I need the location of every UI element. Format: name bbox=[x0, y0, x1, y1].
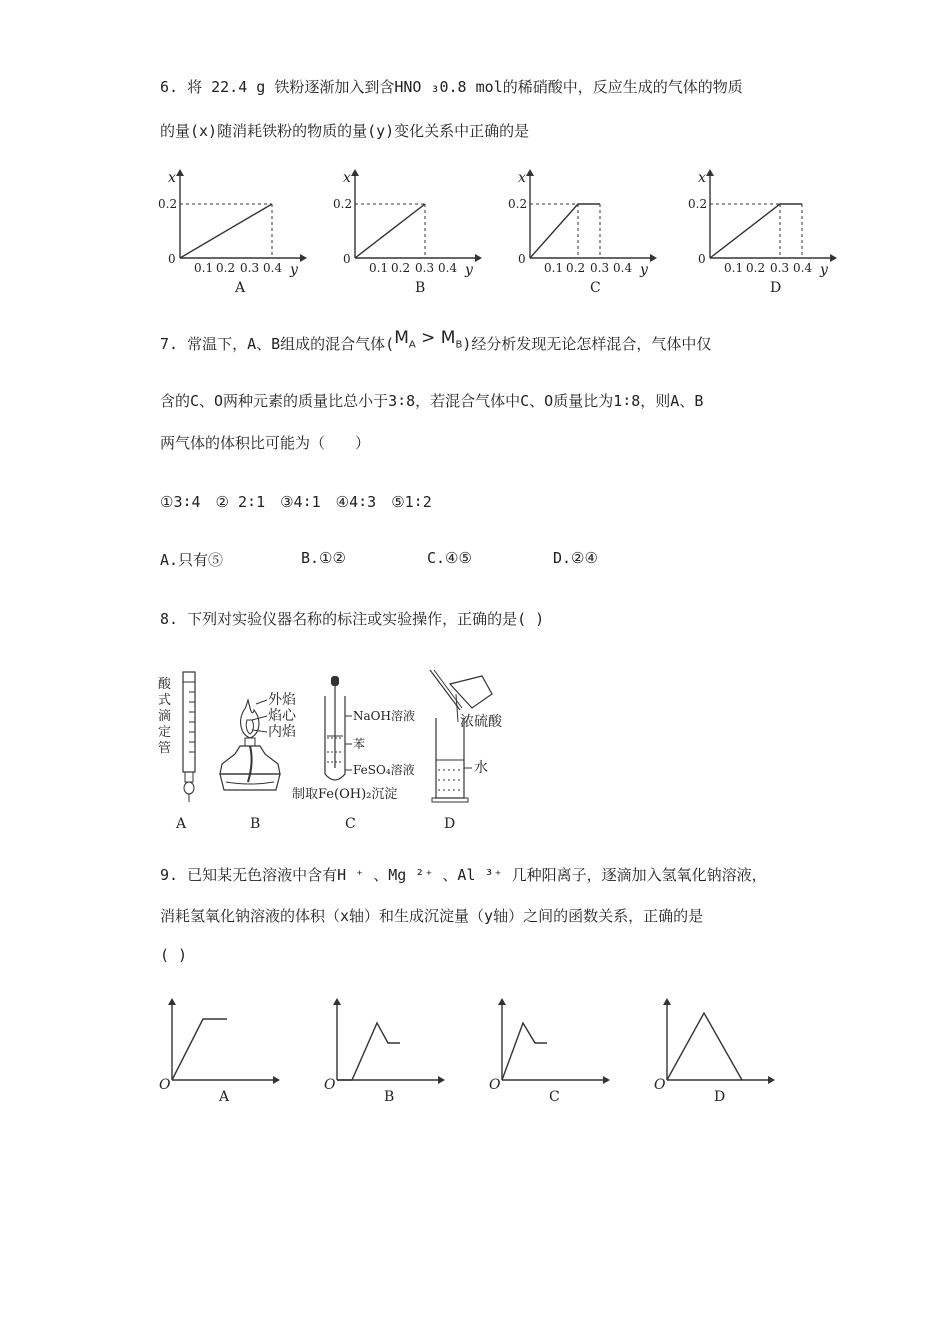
axis-x-label: x bbox=[168, 170, 176, 186]
svg-text:D: D bbox=[770, 280, 782, 296]
benzene-label: 苯 bbox=[353, 737, 366, 751]
svg-text:O: O bbox=[489, 1077, 501, 1093]
svg-text:B: B bbox=[415, 280, 426, 296]
svg-text:0.2: 0.2 bbox=[216, 261, 236, 275]
svg-text:D: D bbox=[714, 1089, 726, 1105]
q9-graph-d bbox=[650, 995, 785, 1110]
q9-graph-a bbox=[155, 995, 290, 1110]
svg-text:O: O bbox=[654, 1077, 666, 1093]
naoh-label: NaOH溶液 bbox=[353, 709, 415, 723]
svg-text:0.4: 0.4 bbox=[438, 261, 458, 275]
inner-flame-label: 内焰 bbox=[268, 724, 296, 740]
q6-graph-b bbox=[335, 168, 485, 296]
q9-line1: 9. 已知某无色溶液中含有H ⁺ 、Mg ²⁺ 、Al ³⁺ 几种阳离子，逐滴加入氢氧化钠溶液， bbox=[160, 866, 767, 884]
q7-choice-c: C.④⑤ bbox=[427, 549, 472, 567]
q9-line2: 消耗氢氧化钠溶液的体积（x轴）和生成沉淀量（y轴）之间的函数关系，正确的是 bbox=[160, 907, 704, 925]
option-label: A bbox=[176, 816, 187, 832]
svg-text:0.2: 0.2 bbox=[566, 261, 586, 275]
svg-text:0.2: 0.2 bbox=[391, 261, 411, 275]
q7-line3: 两气体的体积比可能为（ ） bbox=[160, 434, 371, 452]
q9-line3: ( ) bbox=[160, 946, 188, 964]
svg-text:0.1: 0.1 bbox=[369, 261, 389, 275]
svg-text:y: y bbox=[640, 262, 648, 278]
option-label: A bbox=[219, 1089, 230, 1105]
q7-ratios: ①3∶4 ② 2∶1 ③4∶1 ④4∶3 ⑤1∶2 bbox=[160, 493, 432, 511]
svg-text:0.1: 0.1 bbox=[194, 261, 214, 275]
svg-text:0.4: 0.4 bbox=[263, 261, 283, 275]
svg-text:y: y bbox=[820, 262, 828, 278]
conc-h2so4-label: 浓硫酸 bbox=[460, 714, 502, 730]
y-tick: 0.2 bbox=[158, 197, 178, 211]
formula-ma-mb: $M_A > M_B$ bbox=[394, 328, 463, 351]
svg-text:y: y bbox=[465, 262, 473, 278]
svg-text:0.3: 0.3 bbox=[240, 261, 260, 275]
origin-label: 0 bbox=[168, 252, 176, 266]
svg-text:x: x bbox=[698, 170, 706, 186]
svg-text:C: C bbox=[590, 280, 601, 296]
water-label: 水 bbox=[474, 760, 488, 776]
svg-text:0.2: 0.2 bbox=[508, 197, 528, 211]
svg-text:0.4: 0.4 bbox=[793, 261, 813, 275]
svg-text:0.3: 0.3 bbox=[415, 261, 435, 275]
svg-text:0: 0 bbox=[698, 252, 706, 266]
q7-choice-a: A.只有⑤ bbox=[160, 551, 224, 569]
svg-text:x: x bbox=[518, 170, 526, 186]
option-label: D bbox=[444, 816, 456, 832]
q6-line2: 的量(x)随消耗铁粉的物质的量(y)变化关系中正确的是 bbox=[160, 122, 530, 140]
q6-graph-d bbox=[690, 168, 840, 296]
option-label: A bbox=[235, 280, 246, 296]
svg-text:x: x bbox=[343, 170, 351, 186]
fe-oh2-caption: 制取Fe(OH)₂沉淀 bbox=[292, 787, 398, 802]
q6-graph-a bbox=[160, 168, 310, 296]
option-label: C bbox=[345, 816, 356, 832]
svg-text:0.4: 0.4 bbox=[613, 261, 633, 275]
q8-a-label: 酸式滴定管 bbox=[158, 677, 172, 756]
outer-flame-label: 外焰 bbox=[268, 692, 296, 708]
flame-core-label: 焰心 bbox=[268, 708, 296, 724]
q7-choice-b: B.①② bbox=[301, 549, 346, 567]
q8-test-tube bbox=[290, 672, 430, 842]
q7-choice-d: D.②④ bbox=[553, 549, 598, 567]
origin-label: O bbox=[159, 1077, 171, 1093]
q6-graph-c bbox=[510, 168, 660, 296]
svg-text:0: 0 bbox=[343, 252, 351, 266]
svg-text:0.2: 0.2 bbox=[688, 197, 708, 211]
svg-text:0.2: 0.2 bbox=[746, 261, 766, 275]
svg-text:0.3: 0.3 bbox=[590, 261, 610, 275]
q7-line2: 含的C、O两种元素的质量比总小于3∶8，若混合气体中C、O质量比为1∶8，则A、B bbox=[160, 392, 704, 410]
svg-text:0.2: 0.2 bbox=[333, 197, 353, 211]
q6-line1: 6. 将 22.4 g 铁粉逐渐加入到含HNO ₃0.8 mol的稀硝酸中，反应生成的气体的物质 bbox=[160, 78, 743, 96]
svg-text:0.3: 0.3 bbox=[770, 261, 790, 275]
feso4-label: FeSO₄溶液 bbox=[353, 763, 415, 777]
axis-y-label: y bbox=[290, 262, 298, 278]
option-label: B bbox=[250, 816, 261, 832]
q8-line1: 8. 下列对实验仪器名称的标注或实验操作，正确的是( ) bbox=[160, 610, 545, 628]
q9-graph-b bbox=[320, 995, 455, 1110]
q7-line1: 7. 常温下，A、B组成的混合气体$(M_A > M_B)$经分析发现无论怎样混合，气体中仅 bbox=[160, 328, 712, 353]
svg-text:C: C bbox=[549, 1089, 560, 1105]
svg-text:0.1: 0.1 bbox=[724, 261, 744, 275]
svg-text:O: O bbox=[324, 1077, 336, 1093]
svg-text:0: 0 bbox=[518, 252, 526, 266]
q9-graph-c bbox=[485, 995, 620, 1110]
svg-text:B: B bbox=[384, 1089, 395, 1105]
svg-text:0.1: 0.1 bbox=[544, 261, 564, 275]
q8-graduated-cylinder bbox=[420, 660, 530, 840]
